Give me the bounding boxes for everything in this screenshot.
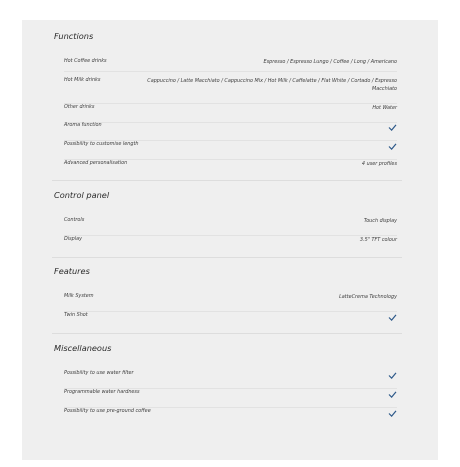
checkmark-icon	[388, 124, 397, 131]
spec-label: Milk System	[64, 293, 94, 299]
spec-value: Cappuccino / Latte Macchiato / Cappuccino Mix / Hot Milk / Caffelatte / Flat White / Cortado / Espresso Macchiato	[147, 78, 397, 92]
spec-label: Possibility to use pre-ground coffee	[64, 408, 151, 414]
spec-row-water-hardness	[64, 389, 397, 408]
spec-value: 3.5" TFT colour	[359, 237, 397, 243]
section-title: Features	[54, 266, 90, 276]
spec-row-customise-length	[64, 141, 397, 160]
spec-label: Twin Shot	[64, 312, 88, 318]
spec-row-aroma	[64, 122, 397, 141]
spec-value: Espresso / Espresso Lungo / Coffee / Long / Americano	[263, 59, 397, 65]
section-title: Functions	[54, 31, 94, 41]
spec-label: Display	[64, 236, 83, 242]
spec-row-other-drinks	[64, 104, 397, 123]
checkmark-icon	[388, 410, 397, 417]
spec-row-pre-ground	[64, 408, 397, 426]
section-divider	[52, 180, 402, 181]
section-divider	[52, 257, 402, 258]
spec-label: Controls	[64, 217, 85, 223]
spec-value: Hot Water	[372, 105, 397, 111]
section-title: Control panel	[54, 190, 110, 200]
section-title: Miscellaneous	[54, 343, 112, 353]
spec-row-display	[64, 236, 397, 254]
spec-label: Other drinks	[64, 104, 95, 110]
spec-row-water-filter	[64, 370, 397, 389]
spec-label: Advanced personalisation	[64, 160, 128, 166]
checkmark-icon	[388, 143, 397, 150]
section-divider	[52, 333, 402, 334]
spec-row-hot-milk	[64, 77, 397, 104]
spec-label: Hot Coffee drinks	[64, 58, 107, 64]
checkmark-icon	[388, 391, 397, 398]
spec-label: Programmable water hardness	[64, 389, 140, 395]
specifications-panel	[22, 20, 438, 460]
checkmark-icon	[388, 314, 397, 321]
checkmark-icon	[388, 372, 397, 379]
spec-label: Aroma function	[64, 122, 102, 128]
spec-row-milk-system	[64, 293, 397, 312]
spec-row-hot-coffee	[64, 58, 397, 72]
spec-label: Hot Milk drinks	[64, 77, 101, 83]
spec-value: LatteCrema Technology	[339, 294, 397, 300]
spec-label: Possibility to customise length	[64, 141, 139, 147]
spec-row-controls	[64, 217, 397, 236]
spec-value: Touch display	[363, 218, 397, 224]
spec-label: Possibility to use water filter	[64, 370, 134, 376]
spec-row-personalisation	[64, 160, 397, 178]
spec-row-twin-shot	[64, 312, 397, 330]
spec-value: 4 user profiles	[361, 161, 397, 167]
